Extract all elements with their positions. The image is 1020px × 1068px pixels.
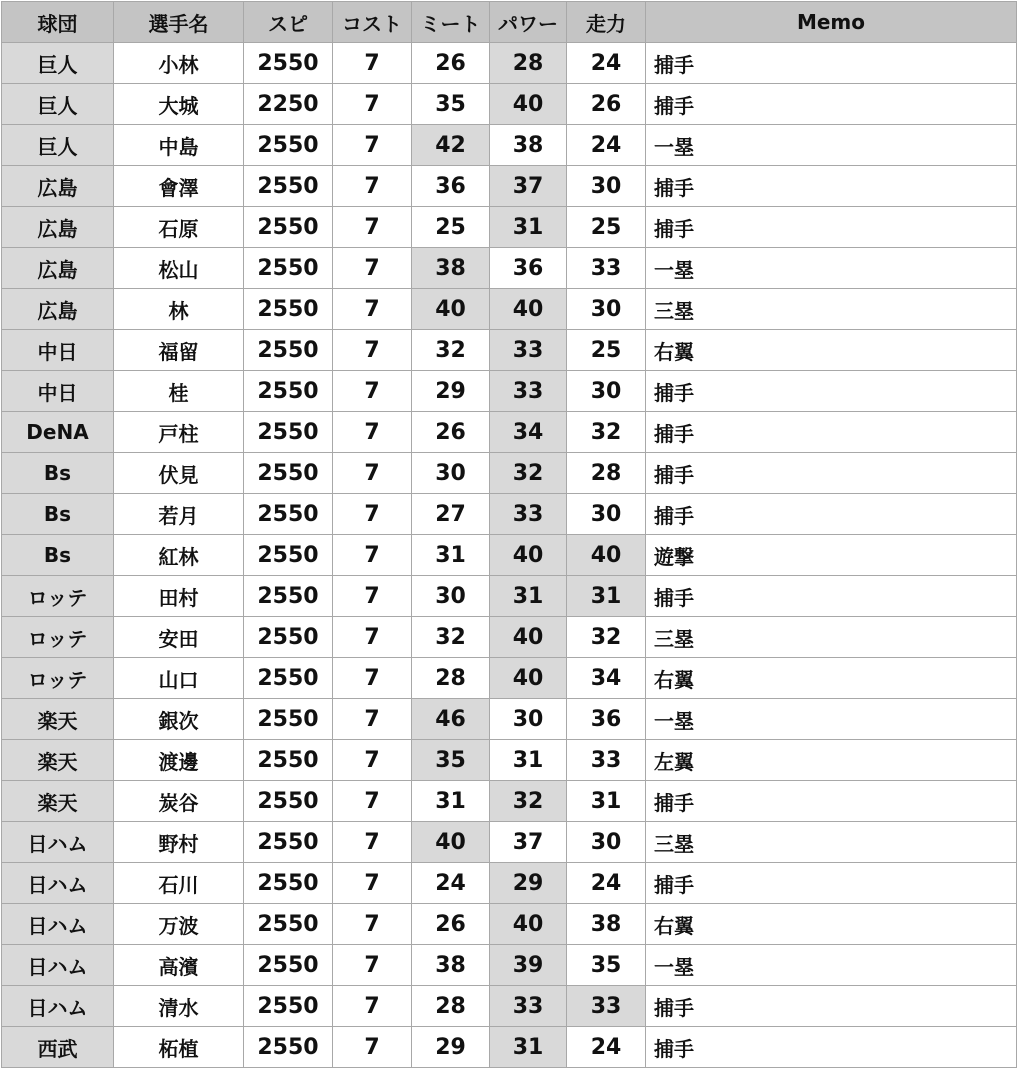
meet-cell[interactable]: 25 <box>412 207 490 248</box>
header-memo[interactable]: Memo <box>646 2 1017 43</box>
header-cost[interactable]: コスト <box>333 2 412 43</box>
spi-cell[interactable]: 2550 <box>244 330 333 371</box>
team-cell[interactable]: 巨人 <box>2 84 114 125</box>
player-name-cell[interactable]: 林 <box>114 289 244 330</box>
power-cell[interactable]: 32 <box>490 781 567 822</box>
table-row <box>2 453 1017 494</box>
speed-cell[interactable]: 26 <box>567 84 646 125</box>
power-cell[interactable]: 36 <box>490 248 567 289</box>
memo-cell[interactable]: 捕手 <box>646 84 1017 125</box>
cost-cell[interactable]: 7 <box>333 535 412 576</box>
player-name-cell[interactable]: 大城 <box>114 84 244 125</box>
team-cell[interactable]: 中日 <box>2 330 114 371</box>
speed-cell[interactable]: 40 <box>567 535 646 576</box>
memo-cell[interactable]: 右翼 <box>646 658 1017 699</box>
meet-cell[interactable]: 31 <box>412 781 490 822</box>
player-name-cell[interactable]: 會澤 <box>114 166 244 207</box>
speed-cell[interactable]: 34 <box>567 658 646 699</box>
meet-cell[interactable]: 38 <box>412 945 490 986</box>
power-cell[interactable]: 28 <box>490 43 567 84</box>
team-cell[interactable]: Bs <box>2 494 114 535</box>
speed-cell[interactable]: 28 <box>567 453 646 494</box>
memo-cell[interactable]: 右翼 <box>646 904 1017 945</box>
player-name-cell[interactable]: 石川 <box>114 863 244 904</box>
spi-cell[interactable]: 2550 <box>244 289 333 330</box>
table-row <box>2 576 1017 617</box>
team-cell[interactable]: 広島 <box>2 207 114 248</box>
power-cell[interactable]: 37 <box>490 822 567 863</box>
spi-cell[interactable]: 2550 <box>244 699 333 740</box>
memo-cell[interactable]: 捕手 <box>646 863 1017 904</box>
team-cell[interactable]: 西武 <box>2 1027 114 1068</box>
spi-cell[interactable]: 2550 <box>244 945 333 986</box>
cost-cell[interactable]: 7 <box>333 289 412 330</box>
player-name-cell[interactable]: 炭谷 <box>114 781 244 822</box>
table-row <box>2 125 1017 166</box>
speed-cell[interactable]: 32 <box>567 617 646 658</box>
player-table <box>1 1 1017 1068</box>
power-cell[interactable]: 37 <box>490 166 567 207</box>
meet-cell[interactable]: 40 <box>412 289 490 330</box>
speed-cell[interactable]: 30 <box>567 166 646 207</box>
spi-cell[interactable]: 2550 <box>244 904 333 945</box>
meet-cell[interactable]: 26 <box>412 43 490 84</box>
spi-cell[interactable]: 2550 <box>244 371 333 412</box>
meet-cell[interactable]: 30 <box>412 576 490 617</box>
table-row <box>2 535 1017 576</box>
speed-cell[interactable]: 30 <box>567 822 646 863</box>
team-cell[interactable]: ロッテ <box>2 617 114 658</box>
player-name-cell[interactable]: 万波 <box>114 904 244 945</box>
meet-cell[interactable]: 26 <box>412 904 490 945</box>
table-row <box>2 248 1017 289</box>
spi-cell[interactable]: 2250 <box>244 84 333 125</box>
power-cell[interactable]: 29 <box>490 863 567 904</box>
meet-cell[interactable]: 42 <box>412 125 490 166</box>
team-cell[interactable]: 巨人 <box>2 125 114 166</box>
team-cell[interactable]: 楽天 <box>2 781 114 822</box>
spi-cell[interactable]: 2550 <box>244 740 333 781</box>
speed-cell[interactable]: 31 <box>567 576 646 617</box>
meet-cell[interactable]: 35 <box>412 84 490 125</box>
memo-cell[interactable]: 一塁 <box>646 125 1017 166</box>
cost-cell[interactable]: 7 <box>333 699 412 740</box>
cost-cell[interactable]: 7 <box>333 617 412 658</box>
cost-cell[interactable]: 7 <box>333 330 412 371</box>
player-name-cell[interactable]: 石原 <box>114 207 244 248</box>
cost-cell[interactable]: 7 <box>333 371 412 412</box>
table-row <box>2 43 1017 84</box>
memo-cell[interactable]: 捕手 <box>646 207 1017 248</box>
table-row <box>2 863 1017 904</box>
team-cell[interactable]: 日ハム <box>2 945 114 986</box>
player-name-cell[interactable]: 伏見 <box>114 453 244 494</box>
cost-cell[interactable]: 7 <box>333 658 412 699</box>
cost-cell[interactable]: 7 <box>333 166 412 207</box>
spi-cell[interactable]: 2550 <box>244 822 333 863</box>
spi-cell[interactable]: 2550 <box>244 494 333 535</box>
table-row <box>2 84 1017 125</box>
meet-cell[interactable]: 28 <box>412 986 490 1027</box>
power-cell[interactable]: 40 <box>490 84 567 125</box>
team-cell[interactable]: 日ハム <box>2 822 114 863</box>
player-name-cell[interactable]: 若月 <box>114 494 244 535</box>
table-row <box>2 740 1017 781</box>
spi-cell[interactable]: 2550 <box>244 863 333 904</box>
memo-cell[interactable]: 三塁 <box>646 617 1017 658</box>
player-name-cell[interactable]: 清水 <box>114 986 244 1027</box>
speed-cell[interactable]: 33 <box>567 986 646 1027</box>
player-name-cell[interactable]: 桂 <box>114 371 244 412</box>
power-cell[interactable]: 40 <box>490 289 567 330</box>
team-cell[interactable]: 広島 <box>2 289 114 330</box>
player-name-cell[interactable]: 野村 <box>114 822 244 863</box>
speed-cell[interactable]: 25 <box>567 207 646 248</box>
cost-cell[interactable]: 7 <box>333 248 412 289</box>
power-cell[interactable]: 40 <box>490 904 567 945</box>
header-meet[interactable]: ミート <box>412 2 490 43</box>
player-name-cell[interactable]: 安田 <box>114 617 244 658</box>
power-cell[interactable]: 38 <box>490 125 567 166</box>
memo-cell[interactable]: 捕手 <box>646 494 1017 535</box>
speed-cell[interactable]: 35 <box>567 945 646 986</box>
power-cell[interactable]: 32 <box>490 453 567 494</box>
cost-cell[interactable]: 7 <box>333 863 412 904</box>
meet-cell[interactable]: 29 <box>412 371 490 412</box>
memo-cell[interactable]: 右翼 <box>646 330 1017 371</box>
cost-cell[interactable]: 7 <box>333 986 412 1027</box>
memo-cell[interactable]: 捕手 <box>646 371 1017 412</box>
team-cell[interactable]: 日ハム <box>2 863 114 904</box>
memo-cell[interactable]: 捕手 <box>646 576 1017 617</box>
team-cell[interactable]: 楽天 <box>2 740 114 781</box>
spi-cell[interactable]: 2550 <box>244 535 333 576</box>
meet-cell[interactable]: 32 <box>412 330 490 371</box>
cost-cell[interactable]: 7 <box>333 84 412 125</box>
memo-cell[interactable]: 遊撃 <box>646 535 1017 576</box>
table-row <box>2 781 1017 822</box>
team-cell[interactable]: Bs <box>2 453 114 494</box>
cost-cell[interactable]: 7 <box>333 904 412 945</box>
memo-cell[interactable]: 捕手 <box>646 453 1017 494</box>
header-team[interactable]: 球団 <box>2 2 114 43</box>
speed-cell[interactable]: 24 <box>567 43 646 84</box>
table-row <box>2 986 1017 1027</box>
cost-cell[interactable]: 7 <box>333 740 412 781</box>
meet-cell[interactable]: 31 <box>412 535 490 576</box>
power-cell[interactable]: 31 <box>490 207 567 248</box>
speed-cell[interactable]: 30 <box>567 289 646 330</box>
table-row <box>2 289 1017 330</box>
meet-cell[interactable]: 36 <box>412 166 490 207</box>
memo-cell[interactable]: 捕手 <box>646 781 1017 822</box>
player-name-cell[interactable]: 山口 <box>114 658 244 699</box>
spi-cell[interactable]: 2550 <box>244 412 333 453</box>
power-cell[interactable]: 33 <box>490 371 567 412</box>
power-cell[interactable]: 33 <box>490 986 567 1027</box>
table-row <box>2 166 1017 207</box>
player-name-cell[interactable]: 銀次 <box>114 699 244 740</box>
cost-cell[interactable]: 7 <box>333 781 412 822</box>
player-name-cell[interactable]: 福留 <box>114 330 244 371</box>
table-row <box>2 945 1017 986</box>
table-row <box>2 904 1017 945</box>
header-player-name[interactable]: 選手名 <box>114 2 244 43</box>
memo-cell[interactable]: 一塁 <box>646 699 1017 740</box>
player-name-cell[interactable]: 松山 <box>114 248 244 289</box>
meet-cell[interactable]: 38 <box>412 248 490 289</box>
team-cell[interactable]: 日ハム <box>2 986 114 1027</box>
spi-cell[interactable]: 2550 <box>244 453 333 494</box>
table-row <box>2 371 1017 412</box>
speed-cell[interactable]: 24 <box>567 1027 646 1068</box>
team-cell[interactable]: ロッテ <box>2 658 114 699</box>
power-cell[interactable]: 31 <box>490 1027 567 1068</box>
speed-cell[interactable]: 24 <box>567 125 646 166</box>
meet-cell[interactable]: 35 <box>412 740 490 781</box>
cost-cell[interactable]: 7 <box>333 1027 412 1068</box>
header-row <box>2 2 1017 43</box>
speed-cell[interactable]: 25 <box>567 330 646 371</box>
spi-cell[interactable]: 2550 <box>244 658 333 699</box>
table-row <box>2 699 1017 740</box>
player-name-cell[interactable]: 小林 <box>114 43 244 84</box>
player-name-cell[interactable]: 戸柱 <box>114 412 244 453</box>
meet-cell[interactable]: 27 <box>412 494 490 535</box>
spi-cell[interactable]: 2550 <box>244 207 333 248</box>
cost-cell[interactable]: 7 <box>333 576 412 617</box>
spi-cell[interactable]: 2550 <box>244 166 333 207</box>
table-row <box>2 1027 1017 1068</box>
spi-cell[interactable]: 2550 <box>244 781 333 822</box>
meet-cell[interactable]: 32 <box>412 617 490 658</box>
spi-cell[interactable]: 2550 <box>244 986 333 1027</box>
speed-cell[interactable]: 31 <box>567 781 646 822</box>
team-cell[interactable]: ロッテ <box>2 576 114 617</box>
speed-cell[interactable]: 33 <box>567 740 646 781</box>
meet-cell[interactable]: 46 <box>412 699 490 740</box>
team-cell[interactable]: 中日 <box>2 371 114 412</box>
player-name-cell[interactable]: 田村 <box>114 576 244 617</box>
spi-cell[interactable]: 2550 <box>244 1027 333 1068</box>
memo-cell[interactable]: 三塁 <box>646 822 1017 863</box>
header-speed[interactable]: 走力 <box>567 2 646 43</box>
meet-cell[interactable]: 30 <box>412 453 490 494</box>
power-cell[interactable]: 33 <box>490 494 567 535</box>
power-cell[interactable]: 39 <box>490 945 567 986</box>
team-cell[interactable]: 楽天 <box>2 699 114 740</box>
spi-cell[interactable]: 2550 <box>244 617 333 658</box>
header-spi[interactable]: スピ <box>244 2 333 43</box>
cost-cell[interactable]: 7 <box>333 207 412 248</box>
meet-cell[interactable]: 40 <box>412 822 490 863</box>
table-row <box>2 330 1017 371</box>
player-name-cell[interactable]: 高濱 <box>114 945 244 986</box>
memo-cell[interactable]: 捕手 <box>646 412 1017 453</box>
team-cell[interactable]: Bs <box>2 535 114 576</box>
spi-cell[interactable]: 2550 <box>244 125 333 166</box>
power-cell[interactable]: 34 <box>490 412 567 453</box>
table-row <box>2 822 1017 863</box>
header-power[interactable]: パワー <box>490 2 567 43</box>
power-cell[interactable]: 30 <box>490 699 567 740</box>
speed-cell[interactable]: 36 <box>567 699 646 740</box>
speed-cell[interactable]: 33 <box>567 248 646 289</box>
spi-cell[interactable]: 2550 <box>244 248 333 289</box>
player-name-cell[interactable]: 紅林 <box>114 535 244 576</box>
cost-cell[interactable]: 7 <box>333 945 412 986</box>
speed-cell[interactable]: 38 <box>567 904 646 945</box>
team-cell[interactable]: 日ハム <box>2 904 114 945</box>
memo-cell[interactable]: 一塁 <box>646 248 1017 289</box>
table-row <box>2 207 1017 248</box>
table-row <box>2 658 1017 699</box>
speed-cell[interactable]: 24 <box>567 863 646 904</box>
player-name-cell[interactable]: 柘植 <box>114 1027 244 1068</box>
meet-cell[interactable]: 28 <box>412 658 490 699</box>
team-cell[interactable]: DeNA <box>2 412 114 453</box>
speed-cell[interactable]: 30 <box>567 371 646 412</box>
memo-cell[interactable]: 一塁 <box>646 945 1017 986</box>
memo-cell[interactable]: 捕手 <box>646 43 1017 84</box>
memo-cell[interactable]: 捕手 <box>646 986 1017 1027</box>
cost-cell[interactable]: 7 <box>333 43 412 84</box>
memo-cell[interactable]: 三塁 <box>646 289 1017 330</box>
power-cell[interactable]: 40 <box>490 535 567 576</box>
meet-cell[interactable]: 24 <box>412 863 490 904</box>
power-cell[interactable]: 40 <box>490 658 567 699</box>
team-cell[interactable]: 広島 <box>2 248 114 289</box>
power-cell[interactable]: 33 <box>490 330 567 371</box>
team-cell[interactable]: 広島 <box>2 166 114 207</box>
meet-cell[interactable]: 29 <box>412 1027 490 1068</box>
cost-cell[interactable]: 7 <box>333 125 412 166</box>
power-cell[interactable]: 31 <box>490 740 567 781</box>
cost-cell[interactable]: 7 <box>333 822 412 863</box>
cost-cell[interactable]: 7 <box>333 412 412 453</box>
team-cell[interactable]: 巨人 <box>2 43 114 84</box>
speed-cell[interactable]: 32 <box>567 412 646 453</box>
table-row <box>2 412 1017 453</box>
memo-cell[interactable]: 左翼 <box>646 740 1017 781</box>
memo-cell[interactable]: 捕手 <box>646 166 1017 207</box>
table-row <box>2 617 1017 658</box>
power-cell[interactable]: 31 <box>490 576 567 617</box>
spi-cell[interactable]: 2550 <box>244 43 333 84</box>
meet-cell[interactable]: 26 <box>412 412 490 453</box>
power-cell[interactable]: 40 <box>490 617 567 658</box>
cost-cell[interactable]: 7 <box>333 494 412 535</box>
player-name-cell[interactable]: 中島 <box>114 125 244 166</box>
table-row <box>2 494 1017 535</box>
spi-cell[interactable]: 2550 <box>244 576 333 617</box>
speed-cell[interactable]: 30 <box>567 494 646 535</box>
player-name-cell[interactable]: 渡邊 <box>114 740 244 781</box>
cost-cell[interactable]: 7 <box>333 453 412 494</box>
memo-cell[interactable]: 捕手 <box>646 1027 1017 1068</box>
